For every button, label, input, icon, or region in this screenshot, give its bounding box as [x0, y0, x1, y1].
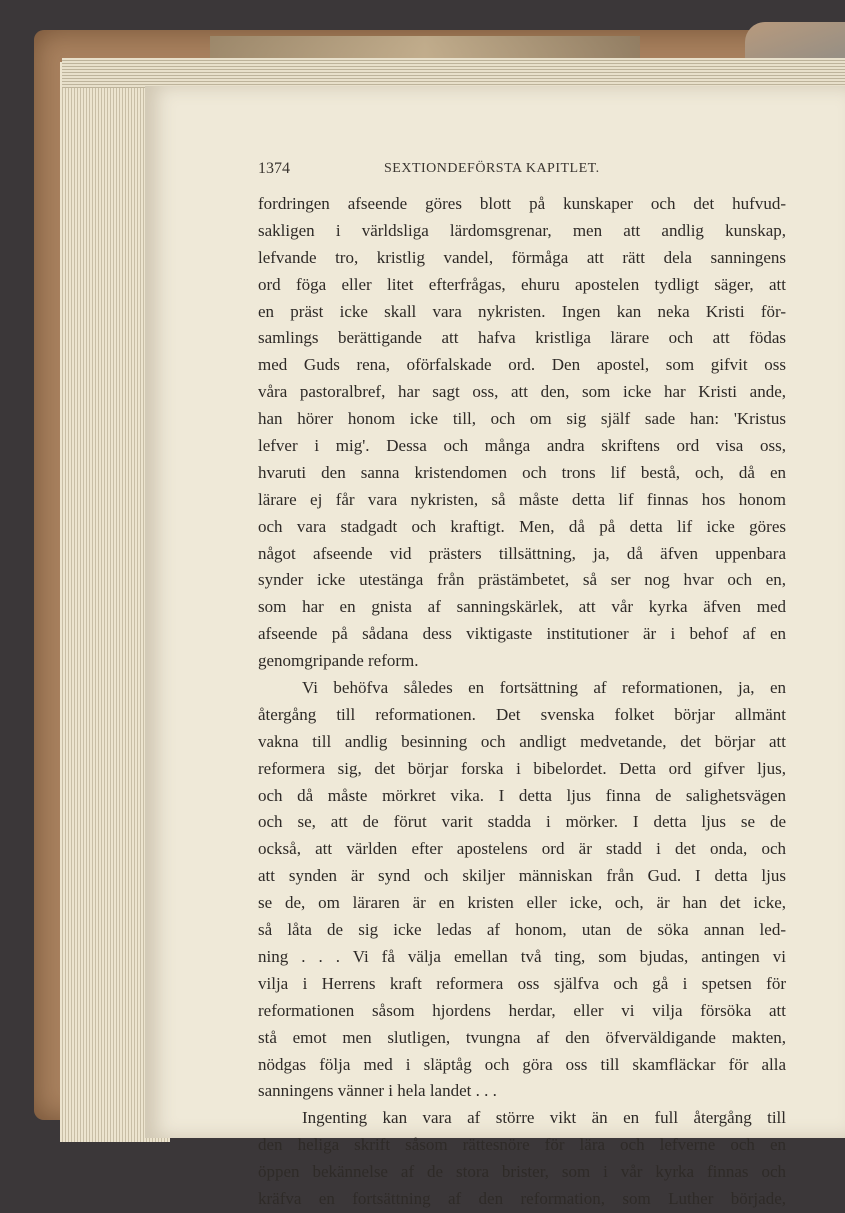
text-line: och vara stadgadt och kraftigt. Men, då på detta lif icke göres: [258, 516, 786, 536]
text-line: vilja i Herrens kraft reformera oss själfva och gå i spetsen för: [258, 973, 786, 993]
text-line: se de, om läraren är en kristen eller icke, och, är han det icke,: [258, 893, 786, 913]
text-line: nödgas följa med i släptåg och göra oss till skamfläckar för alla: [258, 1054, 786, 1074]
page-stack-top: [62, 58, 845, 88]
text-line: kräfva en fortsättning af den reformation, som Luther började,: [258, 1188, 786, 1208]
text-line: våra pastoralbref, har sagt oss, att den, som icke har Kristi ande,: [258, 382, 786, 402]
text-line: den heliga skrift såsom rättesnöre för lära och lefverne och en: [258, 1135, 786, 1155]
text-line: sanningens vänner i hela landet . . .: [258, 1081, 497, 1101]
text-line: Ingenting kan vara af större vikt än en full återgång till: [302, 1108, 786, 1128]
text-line: öppen bekännelse af de stora brister, som i vår kyrka finnas och: [258, 1162, 786, 1182]
text-line: samlings berättigande att hafva kristliga lärare och att födas: [258, 328, 786, 348]
page-number: 1374: [258, 160, 290, 177]
text-line: fordringen afseende göres blott på kunskaper och det hufvud-: [258, 194, 786, 213]
text-line: reformationen såsom hjordens herdar, eller vi vilja försöka att: [258, 1000, 786, 1020]
running-title: SEXTIONDEFÖRSTA KAPITLET.: [384, 161, 600, 176]
text-line: med Guds rena, oförfalskade ord. Den apostel, som gifvit oss: [258, 355, 786, 375]
book-spine-edge: [210, 36, 640, 58]
text-line: återgång till reformationen. Det svenska folket börjar allmänt: [258, 704, 786, 724]
text-line: lärare ej får vara nykristen, så måste detta lif finnas hos honom: [258, 489, 786, 509]
text-line: genomgripande reform.: [258, 651, 419, 671]
text-line: afseende på sådana dess viktigaste institutioner är i behof af en: [258, 624, 786, 644]
text-line: lefver i mig'. Dessa och många andra skriftens ord visa oss,: [258, 436, 786, 456]
text-line: ord föga eller litet efterfrågas, ehuru apostelen tydligt säger, att: [258, 274, 786, 294]
text-line: så låta de sig icke ledas af honom, utan de söka annan led-: [258, 920, 786, 940]
text-line: och då måste mörkret vika. I detta ljus finna de salighetsvägen: [258, 785, 786, 805]
text-line: reformera sig, det börjar forska i bibelordet. Detta ord gifver ljus,: [258, 758, 786, 778]
text-line: Vi behöfva således en fortsättning af reformationen, ja, en: [302, 678, 786, 698]
page-body-text: [258, 191, 786, 1213]
text-line: synder icke utestänga från prästämbetet, så ser nog hvar och en,: [258, 570, 786, 590]
text-line: hvaruti den sanna kristendomen och trons lif bestå, och, då en: [258, 462, 786, 482]
text-line: något afseende vid prästers tillsättning, ja, då äfven uppenbara: [258, 543, 786, 563]
text-line: som har en gnista af sanningskärlek, att vår kyrka äfven med: [258, 597, 786, 617]
text-line: att synden är synd och skiljer människan från Gud. I detta ljus: [258, 866, 786, 886]
text-line: stå emot men slutligen, tvungna af den öfverväldigande makten,: [258, 1027, 786, 1047]
text-line: en präst icke skall vara nykristen. Ingen kan neka Kristi för-: [258, 301, 786, 321]
text-line: vakna till andlig besinning och andligt medvetande, det börjar att: [258, 731, 786, 751]
text-line: ning . . . Vi få välja emellan två ting, som bjudas, antingen vi: [258, 946, 786, 966]
text-line: också, att världen efter apostelens ord är stadd i det onda, och: [258, 839, 786, 859]
text-line: han hörer honom icke till, och om sig själf sade han: 'Kristus: [258, 409, 786, 429]
text-line: lefvande tro, kristlig vandel, förmåga att rätt dela sanningens: [258, 247, 786, 267]
text-line: sakligen i världsliga lärdomsgrenar, men att andlig kunskap,: [258, 220, 786, 240]
text-line: och se, att de förut varit stadda i mörker. I detta ljus se de: [258, 812, 786, 832]
